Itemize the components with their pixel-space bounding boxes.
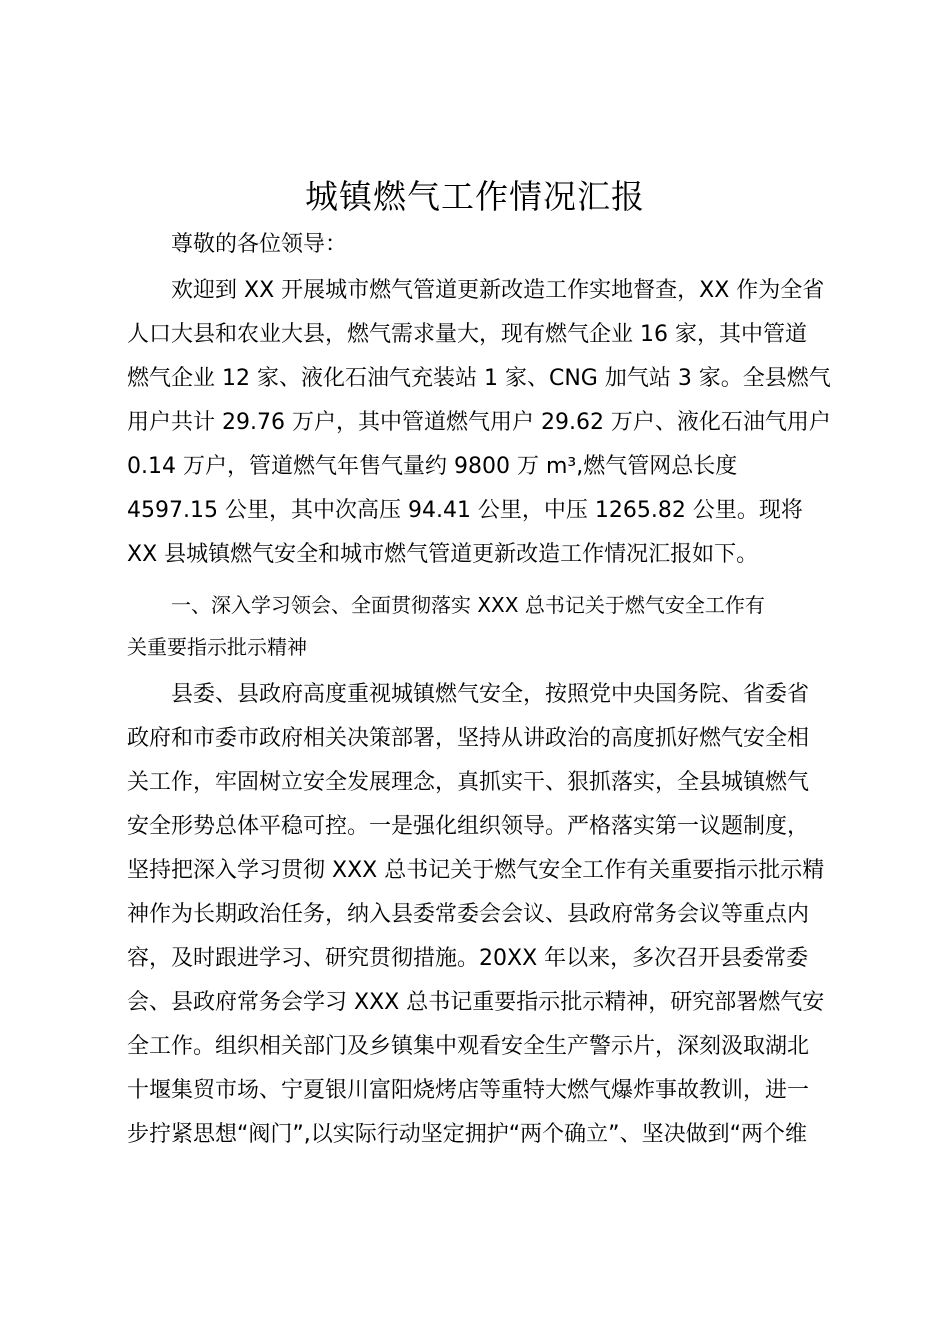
paragraph-line: 人口大县和农业大县，燃气需求量大，现有燃气企业 16 家，其中管道 <box>127 322 807 347</box>
paragraph-line: 欢迎到 XX 开展城市燃气管道更新改造工作实地督查，XX 作为全省 <box>171 278 825 303</box>
paragraph-line: 政府和市委市政府相关决策部署，坚持从讲政治的高度抓好燃气安全相 <box>127 726 810 751</box>
section-heading: 一、深入学习领会、全面贯彻落实 XXX 总书记关于燃气安全工作有 <box>171 593 765 617</box>
document-title: 城镇燃气工作情况汇报 <box>305 177 645 216</box>
paragraph-line: 县委、县政府高度重视城镇燃气安全，按照党中央国务院、省委省 <box>171 682 810 707</box>
paragraph-line: 0.14 万户，管道燃气年售气量约 9800 万 m³,燃气管网总长度 <box>127 454 738 479</box>
paragraph-line: XX 县城镇燃气安全和城市燃气管道更新改造工作情况汇报如下。 <box>127 542 759 567</box>
paragraph-line: 安全形势总体平稳可控。一是强化组织领导。严格落实第一议题制度， <box>127 814 810 839</box>
paragraph-line: 坚持把深入学习贯彻 XXX 总书记关于燃气安全工作有关重要指示批示精 <box>127 858 825 883</box>
paragraph-line: 十堰集贸市场、宁夏银川富阳烧烤店等重特大燃气爆炸事故教训，进一 <box>127 1078 810 1103</box>
paragraph-line: 步拧紧思想“阀门”,以实际行动坚定拥护“两个确立”、坚决做到“两个维 <box>127 1122 807 1147</box>
paragraph-line: 4597.15 公里，其中次高压 94.41 公里，中压 1265.82 公里。现将 <box>127 498 803 523</box>
paragraph-line: 容，及时跟进学习、研究贯彻措施。20XX 年以来，多次召开县委常委 <box>127 946 809 971</box>
paragraph-line: 用户共计 29.76 万户，其中管道燃气用户 29.62 万户、液化石油气用户 <box>127 410 831 435</box>
paragraph-line: 会、县政府常务会学习 XXX 总书记重要指示批示精神，研究部署燃气安 <box>127 990 825 1015</box>
salutation: 尊敬的各位领导： <box>171 232 348 257</box>
paragraph-line: 神作为长期政治任务，纳入县委常委会会议、县政府常务会议等重点内 <box>127 902 810 927</box>
paragraph-line: 全工作。组织相关部门及乡镇集中观看安全生产警示片，深刻汲取湖北 <box>127 1034 810 1059</box>
paragraph-line: 燃气企业 12 家、液化石油气充装站 1 家、CNG 加气站 3 家。全县燃气 <box>127 366 831 391</box>
paragraph-line: 关工作，牢固树立安全发展理念，真抓实干、狠抓落实，全县城镇燃气 <box>127 770 810 795</box>
section-heading: 关重要指示批示精神 <box>127 635 307 659</box>
